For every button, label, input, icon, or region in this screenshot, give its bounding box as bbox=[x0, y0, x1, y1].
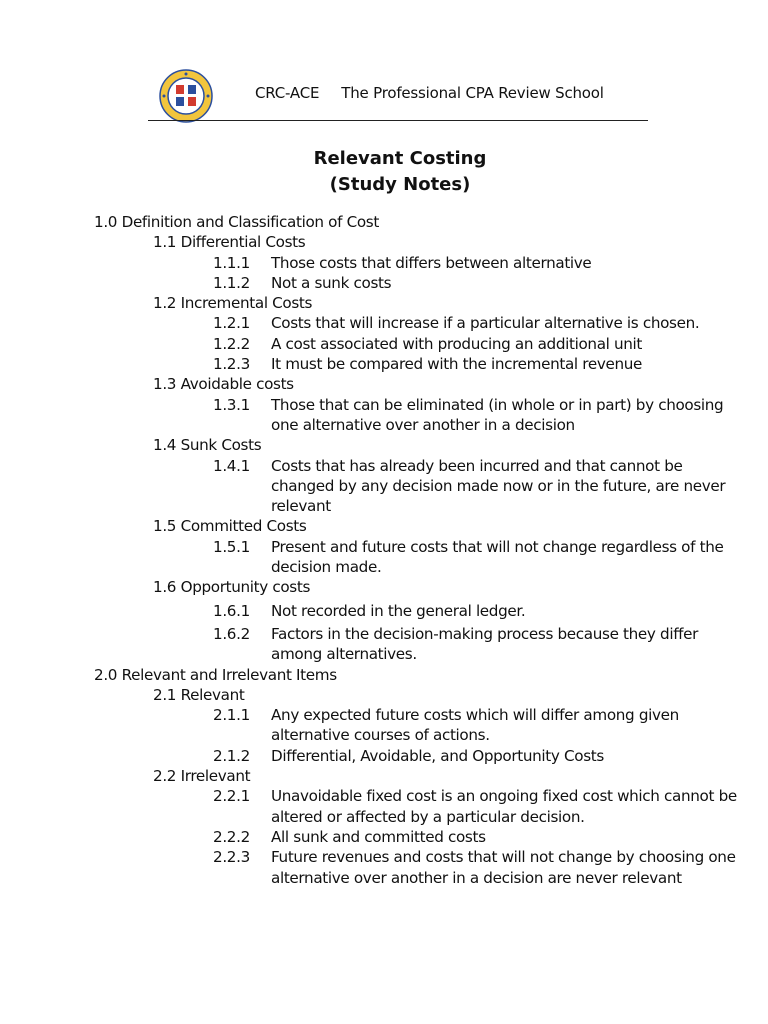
item-number: 2.1.1 bbox=[213, 706, 250, 725]
outline-item bbox=[0, 827, 768, 847]
subsection-heading bbox=[0, 293, 768, 313]
school-name: The Professional CPA Review School bbox=[341, 84, 604, 102]
school-logo-icon bbox=[158, 68, 214, 124]
subsection-heading bbox=[0, 685, 768, 705]
header-text bbox=[255, 84, 604, 102]
subsection-number: 2.2 bbox=[153, 767, 177, 786]
item-number: 2.2.2 bbox=[213, 827, 250, 846]
item-text: Future revenues and costs that will not change by choosing one alternative over another in a decision are never relevant bbox=[271, 848, 736, 887]
outline-item bbox=[0, 601, 768, 621]
subsection-heading bbox=[0, 766, 768, 786]
subsection-label: Irrelevant bbox=[180, 767, 251, 786]
item-text: Unavoidable fixed cost is an ongoing fixed cost which cannot be altered or affected by a particular decision. bbox=[271, 787, 737, 826]
item-number: 1.5.1 bbox=[213, 537, 250, 556]
subsection-label: Avoidable costs bbox=[180, 375, 294, 394]
item-number: 2.2.1 bbox=[213, 787, 250, 806]
subsection-heading bbox=[0, 232, 768, 252]
header-divider bbox=[148, 120, 648, 121]
item-number: 2.2.3 bbox=[213, 848, 250, 867]
item-text: Factors in the decision-making process because they differ among alternatives. bbox=[271, 624, 699, 664]
section-label: Definition and Classification of Cost bbox=[121, 213, 379, 231]
item-text: It must be compared with the incremental revenue bbox=[271, 355, 642, 374]
document-title-block bbox=[0, 146, 768, 198]
subsection-heading bbox=[0, 577, 768, 597]
section-heading bbox=[0, 665, 768, 685]
outline-item bbox=[0, 273, 768, 293]
item-number: 1.2.3 bbox=[213, 355, 250, 374]
item-number: 1.1.1 bbox=[213, 253, 250, 272]
document-subtitle: (Study Notes) bbox=[329, 174, 471, 195]
item-text: Costs that has already been incurred and that cannot be changed by any decision made now or in the future, are never relevant bbox=[271, 456, 726, 516]
item-text: Differential, Avoidable, and Opportunity Costs bbox=[271, 746, 604, 765]
outline-item bbox=[0, 313, 768, 333]
section-number: 1.0 bbox=[94, 213, 118, 231]
item-number: 1.2.2 bbox=[213, 334, 250, 353]
outline-item bbox=[0, 456, 768, 517]
item-text: Those that can be eliminated (in whole or in part) by choosing one alternative over another in a decision bbox=[271, 395, 724, 434]
outline-item bbox=[0, 624, 768, 665]
item-text: Not a sunk costs bbox=[271, 273, 392, 292]
subsection-number: 1.1 bbox=[153, 233, 177, 252]
outline-item bbox=[0, 786, 768, 827]
page-header bbox=[148, 68, 648, 120]
subsection-label: Sunk Costs bbox=[180, 436, 262, 455]
subsection-heading bbox=[0, 435, 768, 455]
section-label: Relevant and Irrelevant Items bbox=[121, 665, 337, 684]
item-number: 1.6.1 bbox=[213, 601, 250, 620]
item-number: 1.1.2 bbox=[213, 273, 250, 292]
outline-item bbox=[0, 354, 768, 374]
outline-item bbox=[0, 253, 768, 273]
item-text: Any expected future costs which will differ among given alternative courses of actions. bbox=[271, 706, 679, 745]
item-text: Not recorded in the general ledger. bbox=[271, 601, 526, 620]
subsection-number: 1.3 bbox=[153, 375, 177, 394]
subsection-label: Committed Costs bbox=[180, 517, 307, 536]
outline-item bbox=[0, 705, 768, 746]
item-text: A cost associated with producing an additional unit bbox=[271, 334, 643, 353]
subsection-number: 1.5 bbox=[153, 517, 177, 536]
subsection-number: 1.4 bbox=[153, 436, 177, 455]
item-number: 2.1.2 bbox=[213, 746, 250, 765]
outline-item bbox=[0, 537, 768, 578]
document-title: Relevant Costing bbox=[313, 148, 487, 169]
study-notes-outline bbox=[0, 212, 768, 908]
outline-item bbox=[0, 847, 768, 908]
subsection-label: Incremental Costs bbox=[180, 294, 313, 313]
org-name: CRC-ACE bbox=[255, 84, 320, 102]
subsection-label: Opportunity costs bbox=[180, 578, 311, 597]
outline-item bbox=[0, 746, 768, 766]
item-text: All sunk and committed costs bbox=[271, 827, 486, 846]
subsection-heading bbox=[0, 374, 768, 394]
subsection-number: 2.1 bbox=[153, 685, 177, 704]
item-text: Present and future costs that will not change regardless of the decision made. bbox=[271, 537, 724, 577]
item-number: 1.3.1 bbox=[213, 395, 250, 414]
outline-item bbox=[0, 395, 768, 436]
item-text: Those costs that differs between alternative bbox=[271, 253, 592, 272]
subsection-label: Differential Costs bbox=[180, 233, 306, 252]
subsection-number: 1.2 bbox=[153, 294, 177, 313]
subsection-heading bbox=[0, 516, 768, 536]
section-number: 2.0 bbox=[94, 665, 118, 684]
outline-item bbox=[0, 334, 768, 354]
item-number: 1.6.2 bbox=[213, 624, 250, 643]
subsection-number: 1.6 bbox=[153, 578, 177, 597]
item-text: Costs that will increase if a particular alternative is chosen. bbox=[271, 314, 700, 333]
subsection-label: Relevant bbox=[180, 685, 245, 704]
item-number: 1.2.1 bbox=[213, 314, 250, 333]
item-number: 1.4.1 bbox=[213, 456, 250, 475]
section-heading bbox=[0, 212, 768, 232]
